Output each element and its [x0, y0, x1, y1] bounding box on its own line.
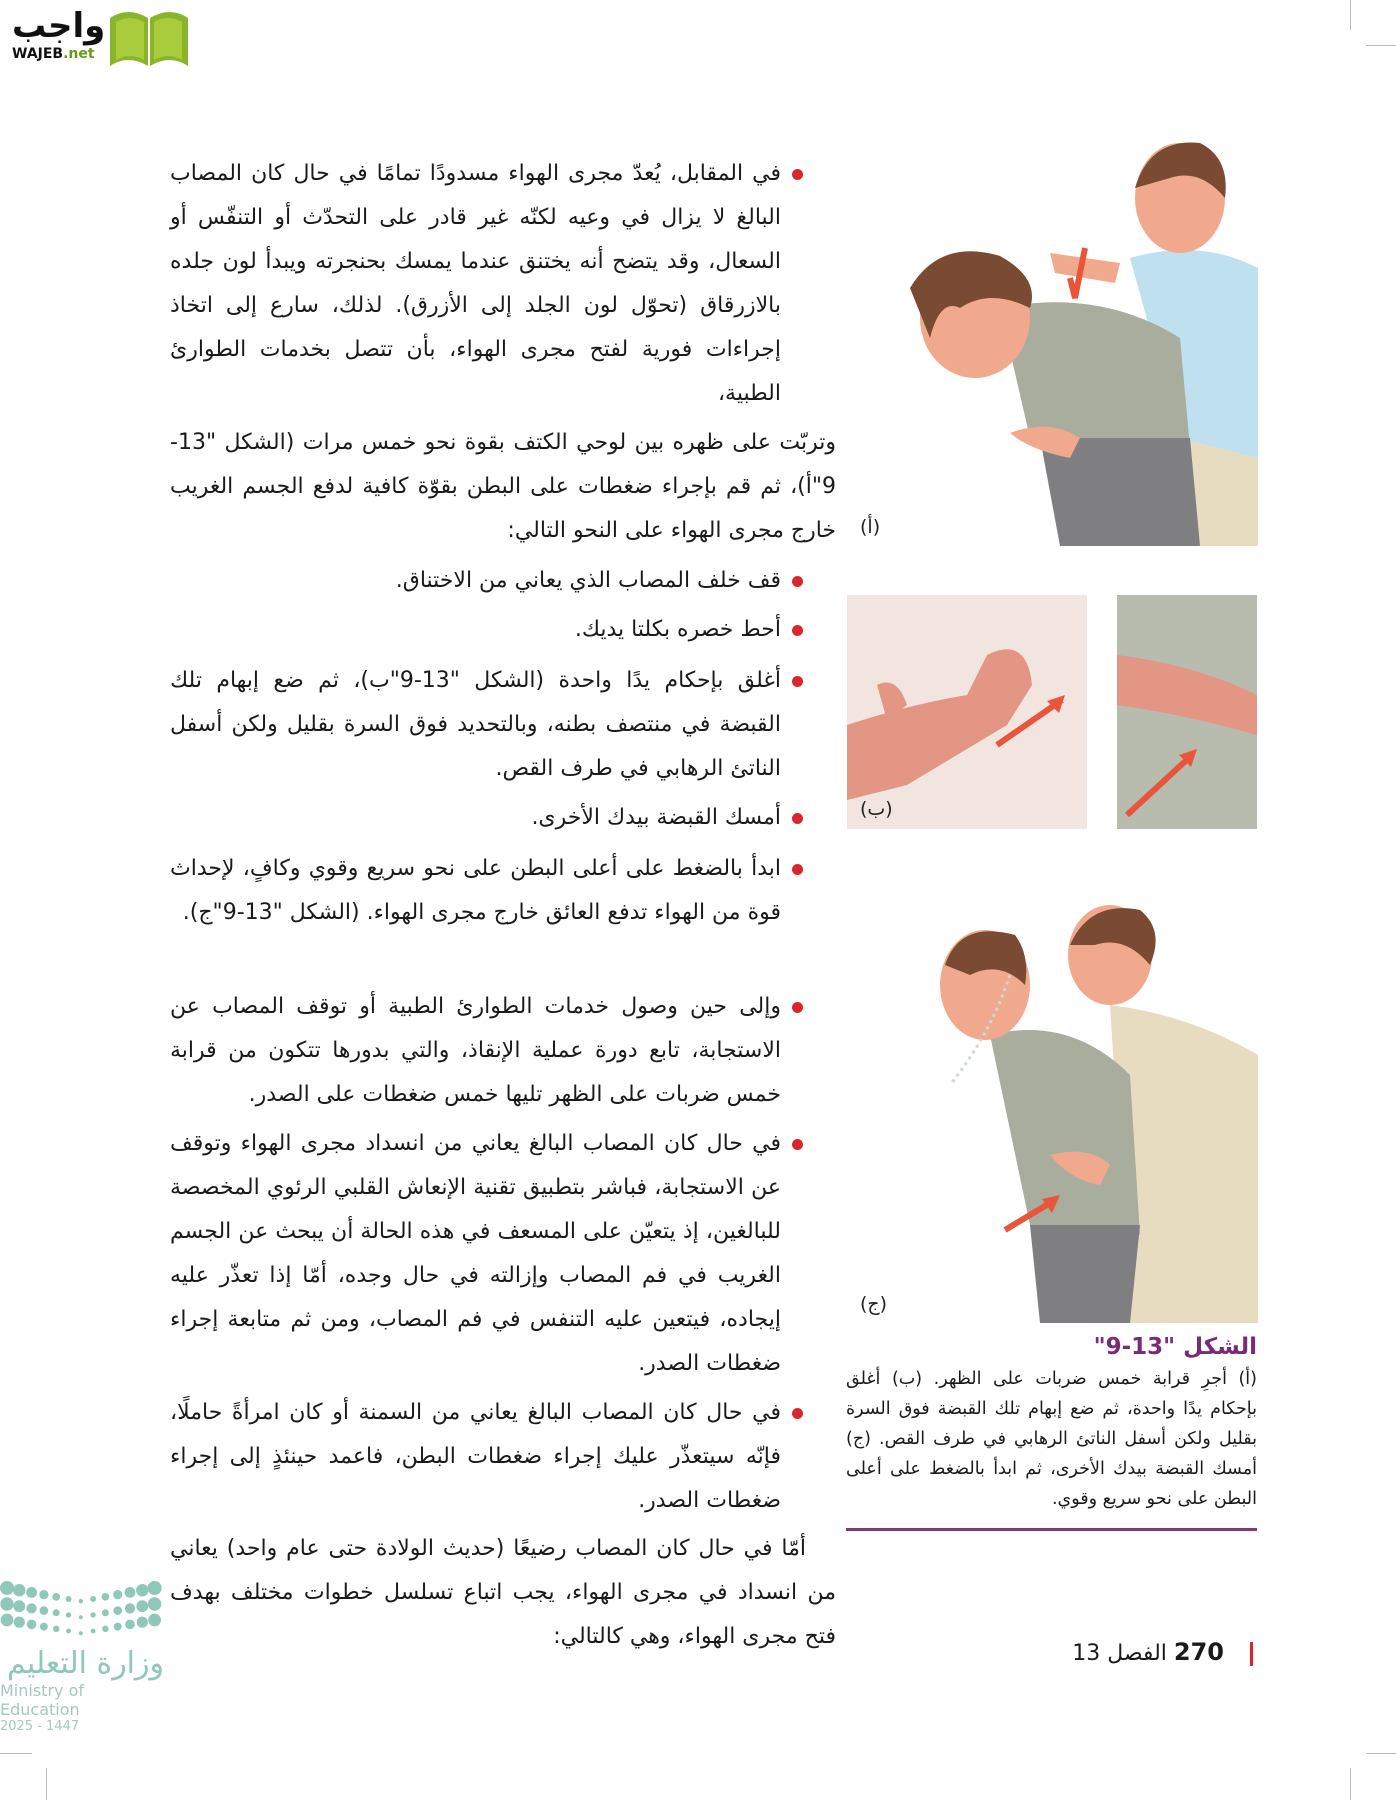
paragraph-text: أغلق بإحكام يدًا واحدة (الشكل "13-9"ب)، ثم ضع إبهام تلك القبضة في منتصف بطنه، وبالتحديد فوق السرة بقليل ولكن أسفل الناتئ الرهابي في طرف القص.	[170, 668, 781, 781]
chapter-label: الفصل 13	[1072, 1641, 1167, 1666]
logo-dot	[39, 1590, 48, 1599]
ministry-of-education-logo	[0, 1580, 164, 1734]
bullet-icon	[792, 576, 803, 587]
paragraph-text: وتربّت على ظهره بين لوحي الكتف بقوة نحو خمس مرات (الشكل "13-9"أ)، ثم قم بإجراء ضغطات على البطن بقوّة كافية لدفع الجسم الغريب خارج مجرى الهواء على النحو التالي:	[170, 430, 836, 543]
bullet-paragraph	[170, 608, 781, 652]
page-number-value: 270	[1173, 1638, 1224, 1666]
logo-dot	[13, 1584, 25, 1596]
logo-dot	[79, 1615, 83, 1619]
bullet-icon	[792, 169, 803, 180]
logo-dot	[53, 1626, 59, 1632]
logo-dot	[66, 1629, 71, 1634]
ministry-arabic: وزارة التعليم	[6, 1646, 164, 1681]
logo-dot	[148, 1597, 161, 1610]
ministry-year: 2025 - 1447	[0, 1719, 80, 1734]
logo-dot	[90, 1596, 96, 1602]
bullet-icon	[792, 1408, 803, 1419]
logo-dot	[102, 1626, 108, 1632]
logo-dot	[40, 1606, 49, 1615]
crop-mark	[0, 1753, 32, 1754]
logo-dot	[66, 1596, 72, 1602]
crop-mark	[1350, 0, 1351, 30]
logo-dot	[113, 1606, 122, 1615]
logo-dot	[148, 1581, 162, 1595]
logo-dot	[79, 1631, 83, 1635]
crop-mark	[1366, 1753, 1396, 1754]
paragraph-text: ابدأ بالضغط على أعلى البطن على نحو سريع وقوي وكافٍ، لإحداث قوة من الهواء تدفع العائق خارج مجرى الهواء. (الشكل "13-9"ج).	[170, 856, 781, 925]
logo-dot	[125, 1603, 135, 1613]
logo-english: WAJEB.net	[12, 46, 95, 62]
ministry-english: Ministry of Education	[0, 1681, 84, 1719]
logo-dot	[148, 1614, 161, 1627]
logo-dot	[66, 1612, 71, 1617]
logo-dot	[114, 1623, 122, 1631]
paragraph-text: في حال كان المصاب البالغ يعاني من السمنة أو كان امرأةً حاملًا، فإنّه سيتعذّر عليك إجراء ضغطات البطن، فاعمد حينئذٍ إلى إجراء ضغطات الصدر.	[170, 1400, 781, 1513]
bullet-paragraph	[170, 152, 781, 416]
logo-dot	[52, 1593, 60, 1601]
figure-label-a: (أ)	[860, 516, 881, 538]
bullet-paragraph	[170, 659, 781, 791]
logo-dot	[125, 1620, 135, 1630]
paragraph	[170, 1527, 836, 1659]
logo-dot	[0, 1597, 13, 1610]
page-number	[1072, 1638, 1253, 1666]
figure-c-abdominal-thrust-illustration	[930, 905, 1258, 1323]
bullet-icon	[792, 1002, 803, 1013]
logo-dot	[137, 1617, 148, 1628]
logo-dot	[27, 1603, 37, 1613]
logo-dot	[13, 1600, 25, 1612]
figure-b-fist-illustration	[847, 595, 1087, 829]
book-icon	[106, 4, 192, 68]
crop-mark	[46, 1768, 47, 1800]
logo-dot	[136, 1600, 148, 1612]
paragraph-text: وإلى حين وصول خدمات الطوارئ الطبية أو توقف المصاب عن الاستجابة، تابع دورة عملية الإنقاذ، والتي بدورها تتكون من قرابة خمس ضربات على الظهر تليها خمس ضغطات على الصدر.	[170, 994, 781, 1107]
logo-dot	[79, 1599, 83, 1603]
bullet-icon	[792, 864, 803, 875]
paragraph-text: في حال كان المصاب البالغ يعاني من انسداد مجرى الهواء وتوقف عن الاستجابة، فباشر بتطبيق تقنية الإنعاش القلبي الرئوي المخصصة للبالغين، إذ يتعيّن على المسعف في هذه الحالة أن يبحث عن الجسم الغريب في فم المصاب وإزالته في حال وجده، أمّا إذا تعذّر عليه إيجاده، فيتعين عليه التنفس في فم المصاب، ومن ثم متابعة إجراء ضغطات الصدر.	[170, 1131, 781, 1376]
logo-dot	[14, 1617, 25, 1628]
logo-dot	[40, 1623, 48, 1631]
paragraph-text: في المقابل، يُعدّ مجرى الهواء مسدودًا تمامًا في حال كان المصاب البالغ لا يزال في وعيه لكنّه غير قادر على التحدّث أو التنفّس أو السعال، وقد يتضح أنه يختنق عندما يمسك بحنجرته ويبدأ لون جلده بالازرقاق (تحوّل لون الجلد إلى الأزرق). لذلك، سارع إلى اتخاذ إجراءات فورية لفتح مجرى الهواء، بأن تتصل بخدمات الطوارئ الطبية،	[170, 161, 781, 406]
figure-label-b: (ب)	[860, 798, 893, 820]
logo-dot	[27, 1620, 37, 1630]
paragraph-text: أحط خصره بكلتا يديك.	[574, 617, 781, 642]
bullet-icon	[792, 676, 803, 687]
bullet-paragraph	[170, 796, 781, 840]
bullet-paragraph	[170, 847, 781, 935]
paragraph-text: أمسك القبضة بيدك الأخرى.	[531, 805, 781, 830]
logo-dot	[53, 1609, 60, 1616]
paragraph-text: قف خلف المصاب الذي يعاني من الاختناق.	[395, 568, 781, 593]
figure-label-c: (ج)	[860, 1293, 888, 1315]
logo-dot	[26, 1587, 37, 1598]
ministry-dots-icon	[0, 1580, 164, 1636]
logo-arabic: واجب	[12, 6, 106, 46]
logo-dot	[0, 1581, 14, 1595]
bullet-icon	[792, 813, 803, 824]
logo-dot	[91, 1629, 96, 1634]
logo-dot	[102, 1609, 109, 1616]
bullet-icon	[792, 1139, 803, 1150]
bullet-icon	[792, 625, 803, 636]
logo-dot	[102, 1593, 110, 1601]
bullet-paragraph	[170, 985, 781, 1117]
logo-dot	[136, 1584, 148, 1596]
figure-b-abdomen-illustration	[1117, 595, 1257, 829]
figure-caption-text: (أ) أجرِ قرابة خمس ضربات على الظهر. (ب) أغلق بإحكام يدًا واحدة، ثم ضع إبهام تلك القبضة فوق السرة بقليل ولكن أسفل الناتئ الرهابي في طرف القص. (ج) أمسك القبضة بيدك الأخرى، ثم ابدأ بالضغط على أعلى البطن على نحو سريع وقوي.	[846, 1369, 1257, 1509]
logo-dot	[90, 1612, 95, 1617]
figure-caption-title: الشكل "13-9"	[1093, 1334, 1257, 1360]
bullet-paragraph	[170, 559, 781, 603]
caption-divider	[846, 1528, 1257, 1531]
page-number-bar	[1250, 1642, 1253, 1666]
paragraph	[170, 421, 836, 553]
crop-mark	[1366, 45, 1396, 46]
logo-dot	[1, 1614, 14, 1627]
logo-dot	[125, 1587, 136, 1598]
bullet-paragraph	[170, 1122, 781, 1386]
figure-a-back-blows-illustration	[880, 138, 1258, 546]
paragraph-text: أمّا في حال كان المصاب رضيعًا (حديث الولادة حتى عام واحد) يعاني من انسداد في مجرى الهواء، يجب اتباع تسلسل خطوات مختلف بهدف فتح مجرى الهواء، وهي كالتالي:	[170, 1536, 836, 1649]
crop-mark	[1350, 1768, 1351, 1800]
bullet-paragraph	[170, 1391, 781, 1523]
logo-dot	[113, 1590, 122, 1599]
